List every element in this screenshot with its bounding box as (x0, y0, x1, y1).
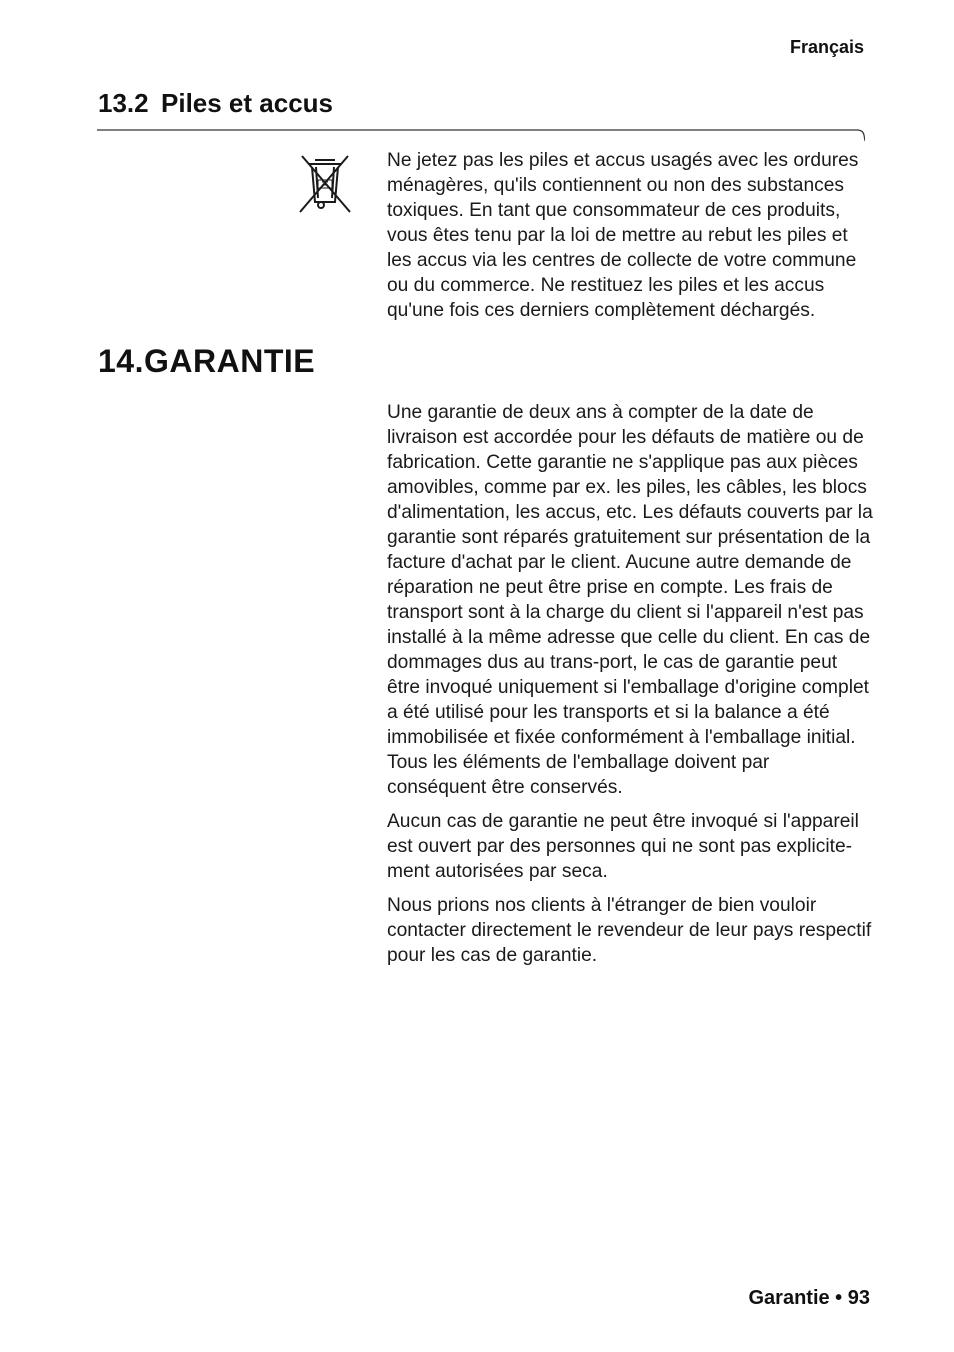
header-language: Français (789, 37, 864, 57)
battery-disposal-paragraph: Ne jetez pas les piles et accus usagés avec les ordures ménagères, qu'ils contiennent ou non des substances toxiques. En tant que consommateur de ces produits, vous êtes tenu par la loi de mettre au rebut les piles et les accus via les centres de collecte de votre commune ou du commerce. Ne restituez les piles et les accus qu'une fois ces derniers complètement déchargés. (387, 150, 859, 321)
crossed-out-wheelie-bin-icon (294, 152, 356, 218)
battery-disposal-text (387, 148, 873, 323)
page-footer: Garantie • 93 (748, 1287, 870, 1309)
chapter-title: GARANTIE (144, 343, 316, 379)
warranty-text (387, 400, 873, 968)
section-number: 13.2 (98, 88, 149, 118)
warranty-paragraph-2: Aucun cas de garantie ne peut être invoqué si l'appareil est ouvert par des personnes qui ne sont pas explicite-ment autorisées par seca. (387, 811, 859, 882)
section-title: Piles et accus (161, 88, 333, 118)
section-divider (97, 129, 865, 149)
warranty-paragraph-1: Une garantie de deux ans à compter de la date de livraison est accordée pour les défauts de matière ou de fabrication. Cette garantie ne s'applique pas aux pièces amovibles, comme par ex. les piles, les câbles, les blocs d'alimentation, les accus, etc. Les défauts couverts par la garantie sont réparés gratuitement sur présentation de la facture d'achat par le client. Aucune autre demande de réparation ne peut être prise en compte. Les frais de transport sont à la charge du client si l'appareil n'est pas installé à la même adresse que celle du client. En cas de dommages dus au trans-port, le cas de garantie peut être invoqué uniquement si l'emballage d'origine complet a été utilisé pour les transports et si la balance a été immobilisée et fixée conformément à l'emballage initial. Tous les éléments de l'emballage doivent par conséquent être conservés. (387, 402, 873, 798)
warranty-paragraph-3: Nous prions nos clients à l'étranger de bien vouloir contacter directement le revendeur de leur pays respectif pour les cas de garantie. (387, 895, 872, 966)
chapter-number: 14. (98, 343, 144, 379)
chapter-heading (98, 343, 315, 380)
section-heading (98, 88, 333, 119)
